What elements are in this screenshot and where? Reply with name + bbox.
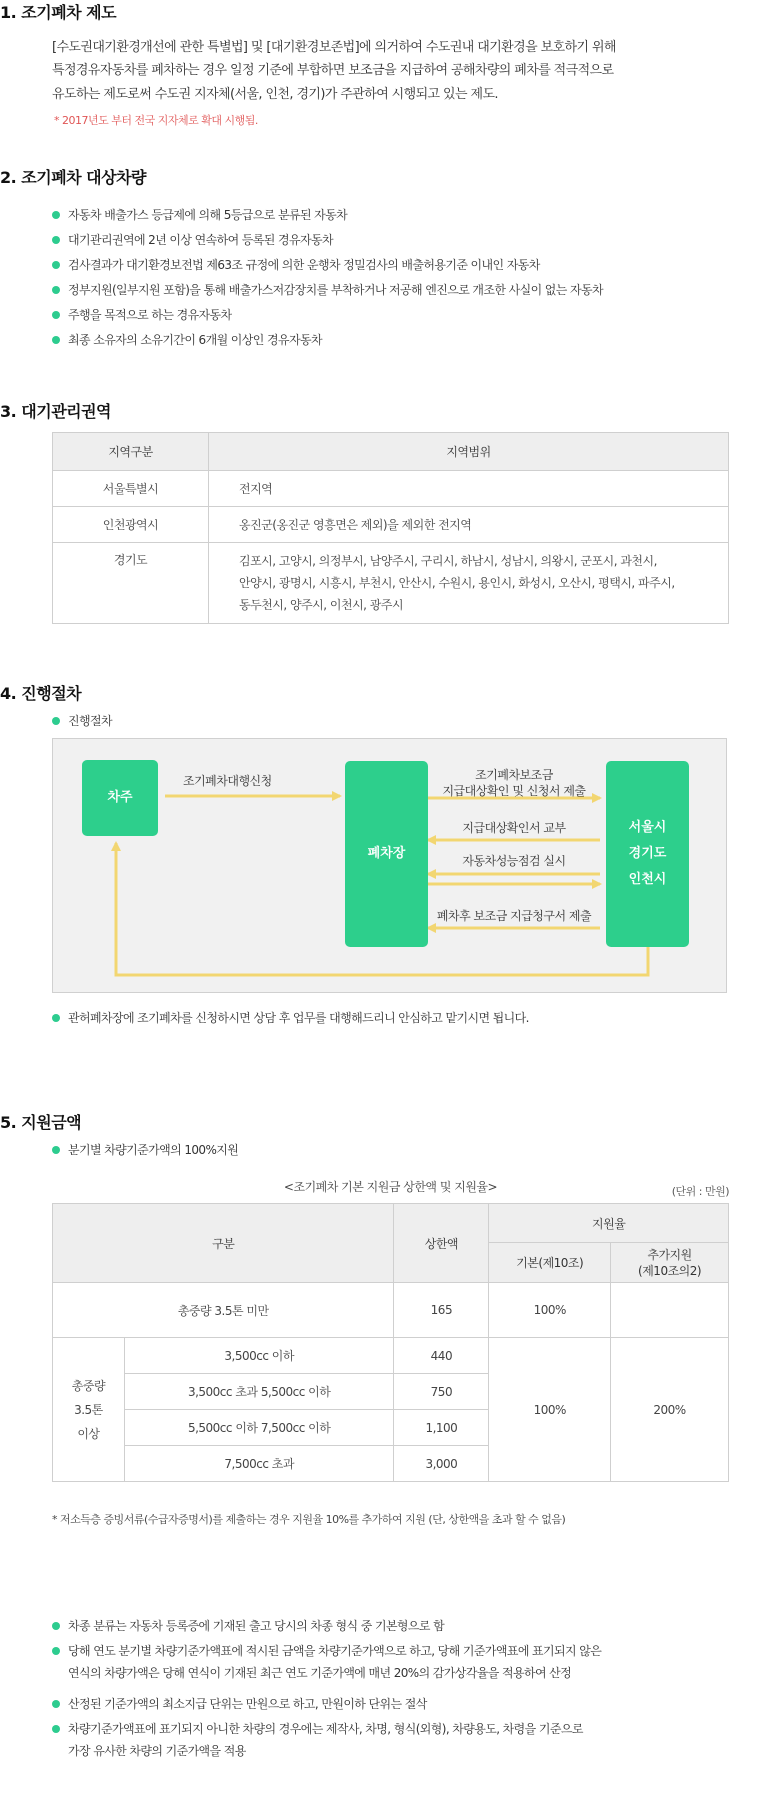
header-rate: 지원율	[489, 1204, 729, 1243]
gov-gyeonggi: 경기도	[628, 846, 667, 861]
gov-seoul: 서울시	[628, 820, 667, 835]
cc-range: 7,500cc 초과	[124, 1446, 394, 1482]
region-scope-line: 동두천시, 양주시, 이천시, 광주시	[239, 598, 404, 612]
table-row	[53, 543, 729, 624]
region-scope: 옹진군(옹진군 영흥면은 제외)을 제외한 전지역	[209, 507, 729, 543]
region-scope: 전지역	[209, 471, 729, 507]
table-row	[53, 1283, 729, 1338]
target-item: 주행을 목적으로 하는 경유자동차	[52, 306, 232, 324]
intro-note: * 2017년도 부터 전국 지자체로 확대 시행됨.	[54, 114, 258, 127]
process-diagram	[52, 738, 727, 993]
note-line: 당해 연도 분기별 차량기준가액표에 적시된 금액을 차량기준가액으로 하고, 당해 기준가액표에 표기되지 않은	[68, 1644, 602, 1658]
header-extra-line: 추가지원	[647, 1247, 692, 1262]
small-vehicle-rate: 100%	[489, 1283, 611, 1338]
note-item	[52, 1642, 601, 1686]
region-table	[52, 432, 729, 624]
section-5-title: 5. 지원금액	[0, 1113, 82, 1132]
note-line: 차량기준가액표에 표기되지 아니한 차량의 경우에는 제작사, 차명, 형식(외형), 차량용도, 차령을 기준으로	[68, 1722, 583, 1736]
label-inspect: 자동차성능점검 실시	[462, 854, 566, 868]
support-table	[52, 1203, 729, 1482]
header-scope: 지역범위	[209, 433, 729, 471]
table-row	[53, 1338, 729, 1374]
target-item: 최종 소유자의 소유기간이 6개월 이상인 경유자동차	[52, 331, 322, 349]
large-vehicle-label	[53, 1338, 125, 1482]
region-table-header	[53, 433, 729, 471]
region-name: 경기도	[53, 543, 209, 624]
header-basic: 기본(제10조)	[489, 1243, 611, 1283]
note-item: 산정된 기준가액의 최소지급 단위는 만원으로 하고, 만원이하 단위는 절삭	[52, 1695, 427, 1713]
region-scope-line: 안양시, 광명시, 시흥시, 부천시, 안산시, 수원시, 용인시, 화성시, 오산시, 평택시, 파주시,	[239, 576, 675, 590]
section-4-title: 4. 진행절차	[0, 684, 82, 703]
label-claim: 폐차후 보조금 지급청구서 제출	[436, 909, 592, 923]
note-line: 가장 유사한 차량의 기준가액을 적용	[68, 1744, 246, 1758]
region-scope	[209, 543, 729, 624]
note-item	[52, 1720, 583, 1764]
cc-range: 5,500cc 이하 7,500cc 이하	[124, 1410, 394, 1446]
small-vehicle-extra	[611, 1283, 729, 1338]
cc-limit: 750	[394, 1374, 489, 1410]
table-footnote: * 저소득층 증빙서류(수급자증명서)를 제출하는 경우 지원율 10%를 추가하여 지원 (단, 상한액을 초과 할 수 없음)	[52, 1513, 566, 1526]
scrapyard-box: 폐차장	[345, 761, 428, 947]
large-extra-rate: 200%	[611, 1338, 729, 1482]
large-label-line: 이상	[77, 1426, 100, 1441]
label-request: 조기폐차대행신청	[183, 774, 272, 788]
label-submit-line: 지급대상확인 및 신청서 제출	[442, 784, 586, 798]
header-limit: 상한액	[394, 1204, 489, 1283]
header-region: 지역구분	[53, 433, 209, 471]
region-scope-line: 김포시, 고양시, 의정부시, 남양주시, 구리시, 하남시, 성남시, 의왕시, 군포시, 과천시,	[239, 554, 657, 568]
table-row	[53, 507, 729, 543]
section-1-title: 1. 조기폐차 제도	[0, 3, 117, 22]
table-caption: <조기폐차 기본 지원금 상한액 및 지원율>	[283, 1180, 498, 1194]
target-item: 검사결과가 대기환경보전법 제63조 규정에 의한 운행차 정밀검사의 배출허용기준 이내인 자동차	[52, 256, 540, 274]
process-bullet: 진행절차	[52, 712, 112, 730]
label-submit-line: 조기폐차보조금	[475, 768, 553, 782]
label-confirm: 지급대상확인서 교부	[462, 821, 566, 835]
target-item: 정부지원(일부지원 포함)을 통해 배출가스저감장치를 부착하거나 저공해 엔진으로 개조한 사실이 없는 자동차	[52, 281, 603, 299]
small-vehicle-label: 총중량 3.5톤 미만	[53, 1283, 394, 1338]
cc-limit: 1,100	[394, 1410, 489, 1446]
large-label-line: 총중량	[71, 1378, 106, 1393]
note-line: 연식의 차량가액은 당해 연식이 기재된 최근 연도 기준가액에 매년 20%의 감가상각율을 적용하여 산정	[68, 1666, 572, 1680]
process-after-note: 관허폐차장에 조기폐차를 신청하시면 상담 후 업무를 대행해드리니 안심하고 맡기시면 됩니다.	[52, 1009, 529, 1027]
gov-incheon: 인천시	[628, 872, 667, 887]
intro-line-1: [수도권대기환경개선에 관한 특별법] 및 [대기환경보존법]에 의거하여 수도권내 대기환경을 보호하기 위해	[52, 40, 616, 55]
cc-range: 3,500cc 이하	[124, 1338, 394, 1374]
region-name: 서울특별시	[53, 471, 209, 507]
owner-box: 차주	[82, 760, 158, 836]
header-extra	[611, 1243, 729, 1283]
support-bullet: 분기별 차량기준가액의 100%지원	[52, 1141, 238, 1159]
table-unit: (단위 : 만원)	[671, 1185, 729, 1198]
label-submit	[428, 767, 600, 799]
cc-limit: 440	[394, 1338, 489, 1374]
header-extra-line: (제10조의2)	[638, 1263, 702, 1278]
small-vehicle-limit: 165	[394, 1283, 489, 1338]
target-item: 대기관리권역에 2년 이상 연속하여 등록된 경유자동차	[52, 231, 333, 249]
target-item: 자동차 배출가스 등급제에 의해 5등급으로 분류된 자동차	[52, 206, 347, 224]
large-basic-rate: 100%	[489, 1338, 611, 1482]
cc-limit: 3,000	[394, 1446, 489, 1482]
section-3-title: 3. 대기관리권역	[0, 402, 112, 421]
region-name: 인천광역시	[53, 507, 209, 543]
government-box	[606, 761, 689, 947]
header-division: 구분	[53, 1204, 394, 1283]
section-2-title: 2. 조기폐차 대상차량	[0, 168, 146, 187]
note-item: 차종 분류는 자동차 등록증에 기재된 출고 당시의 차종 형식 중 기본형으로 함	[52, 1617, 444, 1635]
intro-line-2: 특정경유자동차를 폐차하는 경우 일정 기준에 부합하면 보조금을 지급하여 공해차량의 폐차를 적극적으로	[52, 63, 614, 78]
cc-range: 3,500cc 초과 5,500cc 이하	[124, 1374, 394, 1410]
intro-line-3: 유도하는 제도로써 수도권 지자체(서울, 인천, 경기)가 주관하여 시행되고 있는 제도.	[52, 87, 498, 102]
table-row	[53, 471, 729, 507]
large-label-line: 3.5톤	[74, 1402, 103, 1417]
